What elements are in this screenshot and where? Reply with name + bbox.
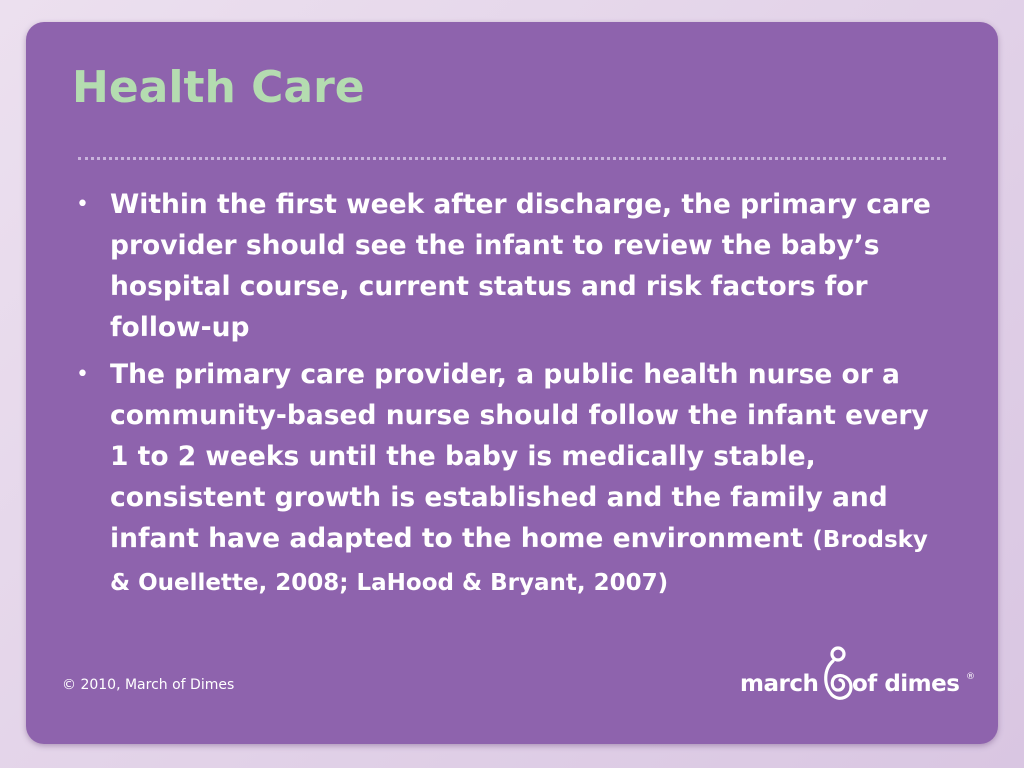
logo-word-of-dimes: of dimes	[852, 671, 960, 697]
bullet-list	[76, 184, 936, 610]
bullet-dot-icon: •	[76, 192, 89, 217]
mother-baby-icon	[820, 645, 854, 703]
bullet-item	[76, 184, 936, 348]
slide-title: Health Care	[72, 62, 365, 113]
citation: (Brodsky & Ouellette, 2008; LaHood & Bryant, 2007)	[110, 527, 928, 596]
bullet-text: The primary care provider, a public health nurse or a community-based nurse should follow the infant every 1 to 2 weeks until the baby is medically stable, consistent growth is established and the family and infant have adapted to the home environment	[110, 359, 929, 554]
logo-word-march: march	[740, 671, 819, 697]
bullet-dot-icon: •	[76, 362, 89, 387]
footer-copyright: © 2010, March of Dimes	[62, 677, 235, 693]
registered-mark: ®	[966, 672, 975, 682]
bullet-item	[76, 354, 936, 604]
title-divider	[78, 157, 946, 160]
bullet-text: Within the first week after discharge, the primary care provider should see the infant to review the baby’s hospital course, current status and risk factors for follow-up	[110, 189, 931, 343]
march-of-dimes-logo	[738, 645, 978, 705]
